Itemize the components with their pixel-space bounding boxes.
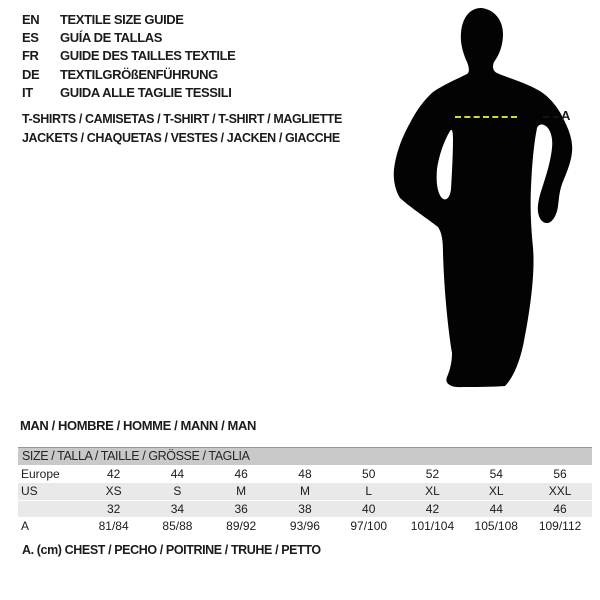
size-cell: 81/84 bbox=[82, 518, 146, 536]
size-cell: 93/96 bbox=[273, 518, 337, 536]
language-code: DE bbox=[22, 66, 40, 82]
category-jackets: JACKETS / CHAQUETAS / VESTES / JACKEN / GIACCHE bbox=[22, 131, 340, 145]
size-cell: 50 bbox=[337, 465, 401, 483]
size-cell: 44 bbox=[146, 465, 210, 483]
size-cell: S bbox=[146, 483, 210, 501]
size-cell: 89/92 bbox=[209, 518, 273, 536]
size-cell: 105/108 bbox=[464, 518, 528, 536]
language-code: FR bbox=[22, 48, 39, 64]
size-cell: 109/112 bbox=[528, 518, 592, 536]
measure-leader-dashes bbox=[543, 116, 559, 118]
size-cell: 97/100 bbox=[337, 518, 401, 536]
size-cell: L bbox=[337, 483, 401, 501]
size-cell: 44 bbox=[464, 500, 528, 518]
size-cell: 48 bbox=[273, 465, 337, 483]
size-table-body bbox=[18, 448, 592, 536]
row-label bbox=[18, 500, 82, 518]
size-cell: M bbox=[209, 483, 273, 501]
size-cell: 54 bbox=[464, 465, 528, 483]
size-cell: XXL bbox=[528, 483, 592, 501]
chest-measure-dashes bbox=[455, 116, 517, 118]
size-cell: 46 bbox=[528, 500, 592, 518]
row-label: US bbox=[18, 483, 82, 501]
language-code: IT bbox=[22, 85, 33, 101]
table-row-europe bbox=[18, 465, 592, 483]
measure-label-a: A bbox=[561, 108, 571, 123]
table-row-chest-cm bbox=[18, 518, 592, 536]
section-title-man: MAN / HOMBRE / HOMME / MANN / MAN bbox=[20, 418, 256, 433]
size-table bbox=[18, 447, 592, 536]
size-cell: 32 bbox=[82, 500, 146, 518]
size-cell: XL bbox=[401, 483, 465, 501]
table-row-us bbox=[18, 483, 592, 501]
category-tshirts: T-SHIRTS / CAMISETAS / T-SHIRT / T-SHIRT / MAGLIETTE bbox=[22, 112, 342, 126]
size-cell: M bbox=[273, 483, 337, 501]
language-code: ES bbox=[22, 30, 39, 46]
language-label: GUÍA DE TALLAS bbox=[60, 30, 163, 46]
size-cell: 101/104 bbox=[401, 518, 465, 536]
language-code: EN bbox=[22, 11, 40, 27]
size-cell: XS bbox=[82, 483, 146, 501]
size-cell: 38 bbox=[273, 500, 337, 518]
size-cell: 85/88 bbox=[146, 518, 210, 536]
row-label: A bbox=[18, 518, 82, 536]
language-label: TEXTILGRÖßENFÜHRUNG bbox=[60, 66, 218, 82]
language-label: TEXTILE SIZE GUIDE bbox=[60, 11, 184, 27]
size-cell: 46 bbox=[209, 465, 273, 483]
row-label: Europe bbox=[18, 465, 82, 483]
size-cell: 36 bbox=[209, 500, 273, 518]
size-table-header: SIZE / TALLA / TAILLE / GRÖSSE / TAGLIA bbox=[18, 448, 592, 466]
table-row-numeric bbox=[18, 500, 592, 518]
size-cell: 52 bbox=[401, 465, 465, 483]
size-table-header-row bbox=[18, 448, 592, 466]
language-label: GUIDE DES TAILLES TEXTILE bbox=[60, 48, 236, 64]
size-cell: XL bbox=[464, 483, 528, 501]
size-cell: 42 bbox=[82, 465, 146, 483]
measure-footnote: A. (cm) CHEST / PECHO / POITRINE / TRUHE / PETTO bbox=[22, 543, 321, 557]
man-silhouette-path bbox=[394, 8, 572, 387]
size-cell: 40 bbox=[337, 500, 401, 518]
size-cell: 42 bbox=[401, 500, 465, 518]
size-cell: 34 bbox=[146, 500, 210, 518]
language-label: GUIDA ALLE TAGLIE TESSILI bbox=[60, 85, 232, 101]
size-cell: 56 bbox=[528, 465, 592, 483]
